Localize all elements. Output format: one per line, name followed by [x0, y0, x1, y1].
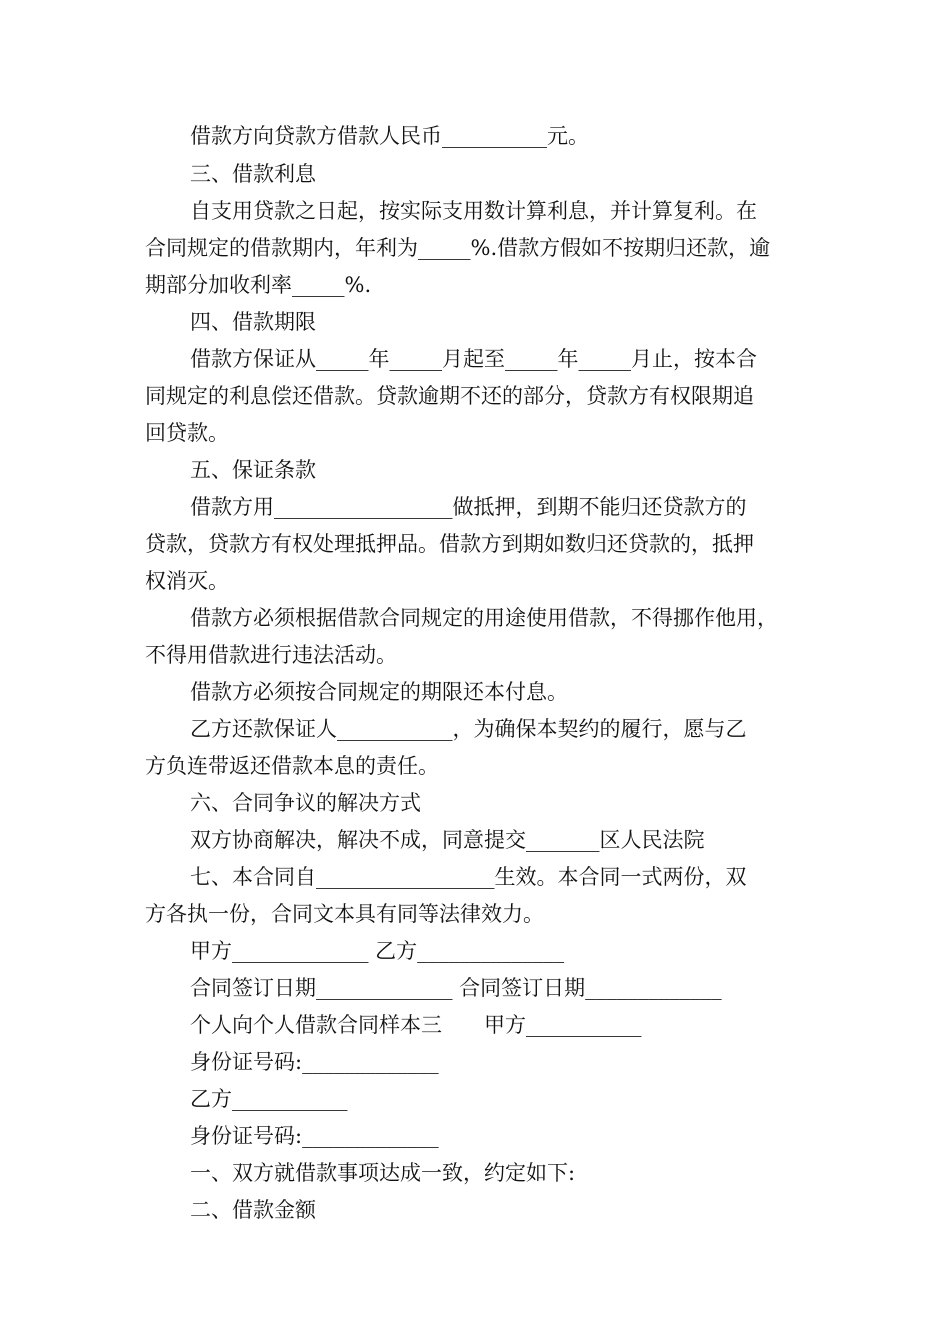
party-b-line: 乙方___________ [190, 1087, 348, 1111]
text-line-8: 同规定的利息偿还借款。贷款逾期不还的部分，贷款方有权限期追 [145, 384, 754, 408]
section-heading-2: 二、借款金额 [190, 1198, 316, 1222]
text-line-17: 乙方还款保证人___________，为确保本契约的履行，愿与乙 [190, 717, 747, 741]
text-line-14: 借款方必须根据借款合同规定的用途使用借款，不得挪作他用， [190, 606, 778, 630]
section-heading-7: 七、本合同自_________________生效。本合同一式两份，双 [190, 865, 747, 889]
id-number-line-a: 身份证号码:_____________ [190, 1050, 439, 1074]
text-line-12: 贷款，贷款方有权处理抵押品。借款方到期如数归还贷款的，抵押 [145, 532, 754, 556]
text-line-20: 双方协商解决，解决不成，同意提交_______区人民法院 [190, 828, 705, 852]
text-line-22: 方各执一份，合同文本具有同等法律效力。 [145, 902, 544, 926]
text-line-1: 借款方向贷款方借款人民币__________元。 [190, 124, 589, 148]
text-line-9: 回贷款。 [145, 421, 229, 445]
section-heading-3: 三、借款利息 [190, 162, 316, 186]
text-line-11: 借款方用_________________做抵押，到期不能归还贷款方的 [190, 495, 747, 519]
sample-three-title-line: 个人向个人借款合同样本三 甲方___________ [190, 1013, 642, 1037]
signing-date-line: 合同签订日期_____________ 合同签订日期_____________ [190, 976, 722, 1000]
section-heading-1: 一、双方就借款事项达成一致，约定如下: [190, 1161, 576, 1185]
text-line-5: 期部分加收利率_____%. [145, 273, 372, 297]
id-number-line-b: 身份证号码:_____________ [190, 1124, 439, 1148]
text-line-3: 自支用贷款之日起，按实际支用数计算利息，并计算复利。在 [190, 199, 757, 223]
text-line-4: 合同规定的借款期内，年利为_____%.借款方假如不按期归还款，逾 [145, 236, 771, 260]
text-line-7: 借款方保证从_____年_____月起至_____年_____月止，按本合 [190, 347, 757, 371]
text-line-13: 权消灭。 [145, 569, 229, 593]
text-line-15: 不得用借款进行违法活动。 [145, 643, 397, 667]
section-heading-6: 六、合同争议的解决方式 [190, 791, 421, 815]
section-heading-4: 四、借款期限 [190, 310, 316, 334]
section-heading-5: 五、保证条款 [190, 458, 316, 482]
text-line-16: 借款方必须按合同规定的期限还本付息。 [190, 680, 568, 704]
text-line-18: 方负连带返还借款本息的责任。 [145, 754, 439, 778]
party-signature-line: 甲方_____________ 乙方______________ [190, 939, 565, 963]
